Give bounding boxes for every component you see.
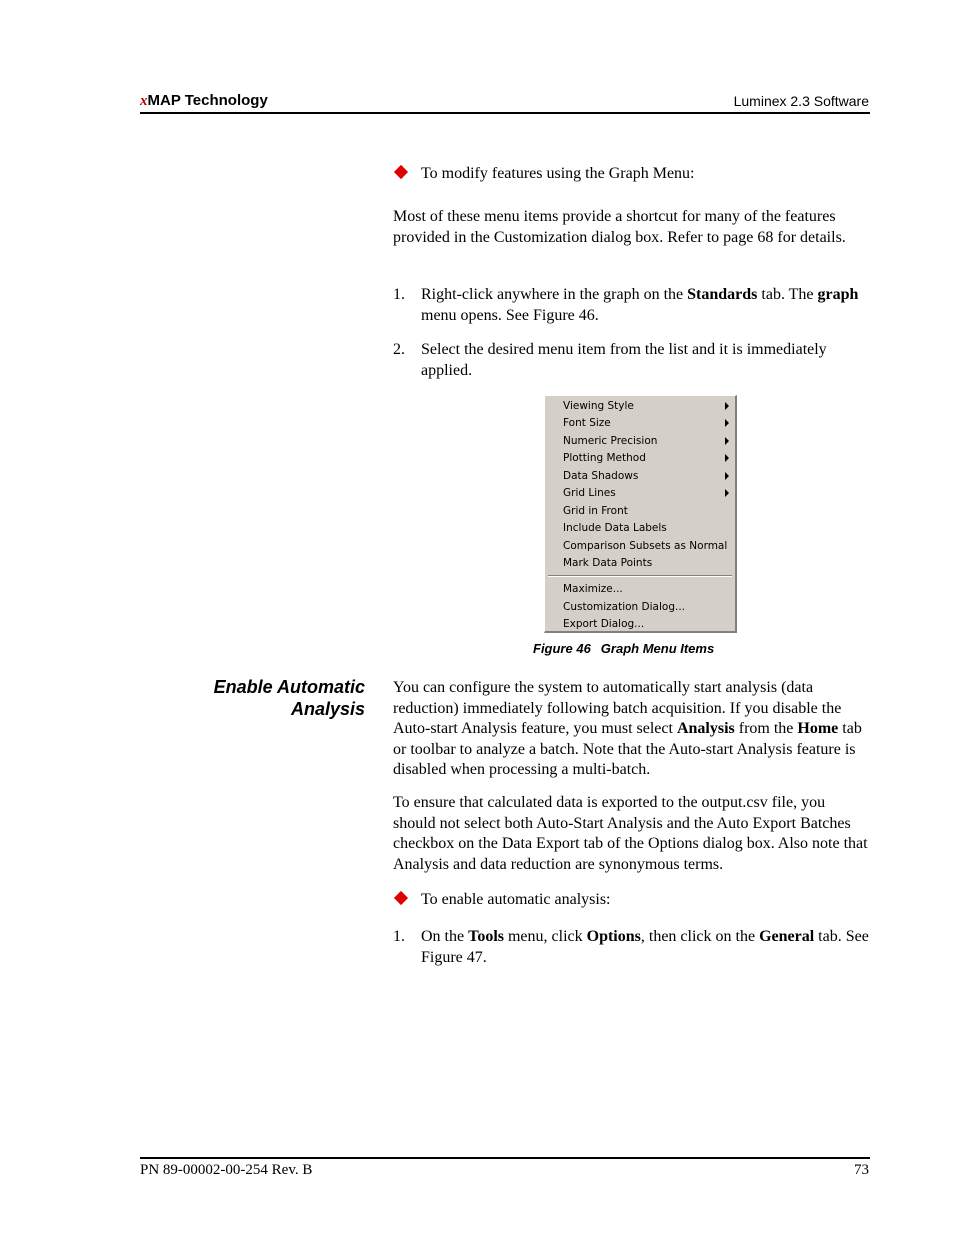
procedure-bullet-graph-menu: To modify features using the Graph Menu: [421, 165, 695, 182]
menu-item-customization-dialog[interactable] [563, 599, 685, 616]
menu-item-label: Grid in Front [563, 505, 628, 517]
step-1-part: menu opens. See Figure 46. [421, 306, 599, 324]
step-part: tab. See Figure 47. [421, 928, 869, 966]
section-heading [150, 676, 365, 720]
step-part: , then click on the [640, 928, 760, 945]
graph-context-menu [544, 395, 737, 633]
menu-item-label: Maximize... [563, 583, 623, 595]
menu-item-mark-data-points[interactable] [563, 555, 652, 572]
step-2-text: Select the desired menu item from the list and it is immediately applied. [421, 341, 827, 379]
submenu-arrow-icon [725, 402, 729, 410]
submenu-arrow-icon [725, 454, 729, 462]
menu-item-maximize[interactable] [563, 581, 623, 598]
submenu-arrow-icon [725, 472, 729, 480]
diamond-bullet-icon [394, 165, 408, 179]
step-number: 1. [393, 928, 405, 945]
menu-item-data-shadows[interactable] [563, 468, 638, 485]
menu-item-include-data-labels[interactable] [563, 520, 667, 537]
menu-item-label: Comparison Subsets as Normal [563, 540, 728, 552]
figure-number: Figure 46 [533, 641, 591, 656]
menu-separator [548, 575, 732, 577]
menu-item-label: Grid Lines [563, 487, 616, 499]
footer-page-number: 73 [854, 1162, 869, 1178]
step-1-text [421, 285, 870, 326]
figure-title: Graph Menu Items [600, 641, 715, 656]
heading-line-1: Enable Automatic [213, 677, 365, 697]
brand-rest: MAP Technology [147, 92, 268, 109]
submenu-arrow-icon [725, 419, 729, 427]
menu-item-label: Plotting Method [563, 452, 646, 464]
graph-term: graph [817, 286, 859, 303]
step-part: menu, click [503, 928, 587, 945]
step-number: 2. [393, 341, 405, 358]
menu-item-grid-lines[interactable] [563, 485, 616, 502]
menu-item-grid-in-front[interactable] [563, 503, 628, 520]
step-1-part: Right-click anywhere in the graph on the [421, 286, 688, 303]
analysis-term: Analysis [676, 720, 735, 737]
heading-line-2: Analysis [290, 699, 365, 719]
intro-paragraph: Most of these menu items provide a shortcut for many of the features provided in the Customization dialog box. Refer to page 68 for details. [393, 208, 846, 246]
procedure-bullet-auto-analysis: To enable automatic analysis: [421, 891, 611, 908]
export-note-paragraph: To ensure that calculated data is exported to the output.csv file, you should not select both Auto-Start Analysis and the Auto Export Batches checkbox on the Data Export tab of the Options dialog box. Also note that Analysis and data reduction are synonymous terms. [393, 794, 868, 873]
paragraph-part: You can configure the system to automatically start analysis (data reduction) immediately following batch acquisition. If you disable the Auto-start Analysis feature, you must select [393, 679, 842, 737]
menu-item-comparison-subsets[interactable] [563, 538, 727, 555]
standards-term: Standards [687, 286, 758, 303]
menu-item-label: Viewing Style [563, 400, 634, 412]
step-number: 1. [393, 286, 405, 303]
home-term: Home [797, 720, 839, 737]
submenu-arrow-icon [725, 437, 729, 445]
menu-item-label: Customization Dialog... [563, 601, 685, 613]
menu-item-viewing-style[interactable] [563, 398, 634, 415]
step-part: On the [421, 928, 469, 945]
menu-item-label: Include Data Labels [563, 522, 667, 534]
general-term: General [759, 928, 815, 945]
paragraph-part: tab or toolbar to analyze a batch. Note that the Auto-start Analysis feature is disabled when processing a multi-batch. [393, 720, 862, 778]
auto-analysis-paragraph [393, 678, 870, 781]
menu-item-export-dialog[interactable] [563, 616, 644, 633]
menu-item-label: Data Shadows [563, 470, 639, 482]
menu-item-font-size[interactable] [563, 415, 611, 432]
brand-x: x [140, 93, 148, 109]
menu-item-label: Numeric Precision [563, 435, 658, 447]
step-1-part: tab. The [757, 286, 818, 303]
header-rule [140, 112, 870, 114]
header-brand [140, 92, 268, 110]
paragraph-part: from the [734, 720, 798, 737]
menu-item-label: Export Dialog... [563, 618, 645, 630]
menu-item-label: Font Size [563, 417, 611, 429]
footer-rule [140, 1157, 870, 1159]
header-product: Luminex 2.3 Software [733, 93, 869, 109]
menu-item-numeric-precision[interactable] [563, 433, 657, 450]
menu-item-label: Mark Data Points [563, 557, 653, 569]
tools-term: Tools [468, 928, 504, 945]
menu-item-plotting-method[interactable] [563, 450, 646, 467]
diamond-bullet-icon [394, 891, 408, 905]
auto-step-1-text [421, 927, 870, 968]
submenu-arrow-icon [725, 489, 729, 497]
footer-part-number: PN 89-00002-00-254 Rev. B [140, 1162, 313, 1178]
figure-caption [533, 641, 714, 656]
options-term: Options [586, 928, 641, 945]
